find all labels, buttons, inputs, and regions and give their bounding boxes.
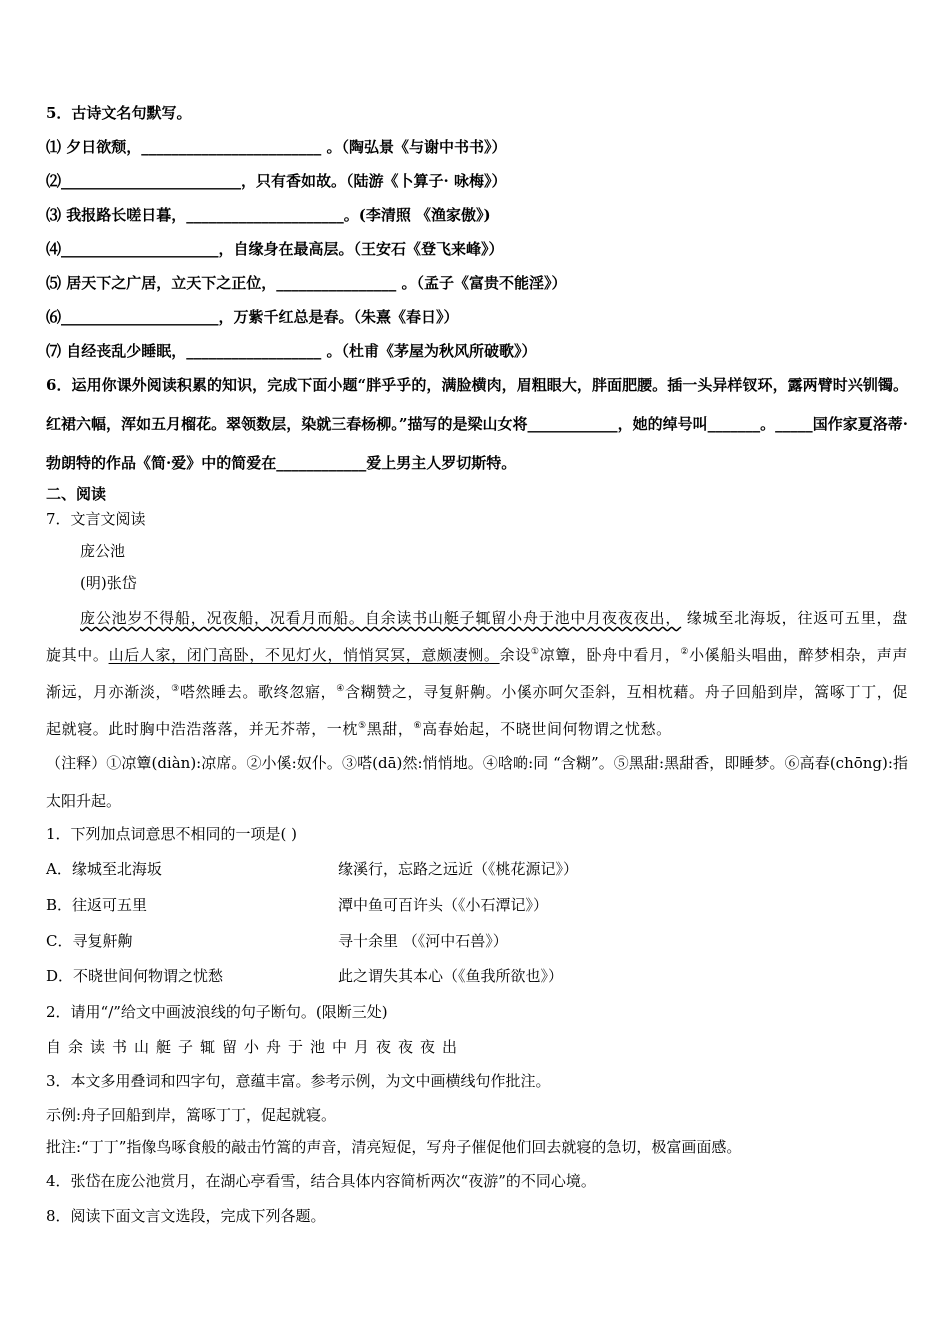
footnote-marker: ⑤: [358, 721, 367, 731]
passage-text: 小傒船头唱曲，醉梦相杂，声声渐远，月亦渐淡，: [46, 646, 908, 701]
footnote-marker: ②: [680, 647, 690, 657]
q5-item-4: ⑷_____________________，自缘身在最高层。（王安石《登飞来峰》）: [46, 240, 504, 258]
notes-text: （注释）①凉簟(diàn):凉席。②小傒:奴仆。③嗒(dā)然:悄悄地。④唅啲:同 “含糊”。⑤黑甜:黑甜香，即睡梦。⑥高春(chōng):指太阳升起。: [46, 754, 908, 810]
notes-block: [46, 744, 908, 820]
question-2: 2．请用“/”给文中画波浪线的句子断句。(限断三处): [46, 1003, 388, 1021]
question-2-sentence: 自余读书山艇子辄留小舟于池中月夜夜夜出: [46, 1038, 465, 1056]
question-4: 4．张岱在庞公池赏月，在湖心亭看雪，结合具体内容简析两次“夜游”的不同心境。: [46, 1172, 596, 1190]
option-a-right: 缘溪行，忘路之远近（《桃花源记》）: [338, 860, 579, 878]
question-8: 8．阅读下面文言文选段，完成下列各题。: [46, 1207, 326, 1225]
q5-item-5: ⑸ 居天下之广居，立天下之正位，________________ 。（孟子《富贵不能淫》）: [46, 274, 567, 292]
q5-item-1: ⑴ 夕日欲颓，________________________ 。（陶弘景《与谢中书书》）: [46, 138, 507, 156]
option-b: [46, 895, 908, 915]
passage-paragraph: [46, 600, 908, 748]
option-d-right: 此之谓失其本心（《鱼我所欲也》）: [338, 967, 564, 985]
option-a-left: A．缘城至北海坂: [46, 860, 162, 878]
question-1: 1．下列加点词意思不相同的一项是( ): [46, 825, 298, 843]
footnote-marker: ④: [336, 684, 345, 694]
option-d: [46, 966, 908, 986]
passage-text: 缘城至北海坂，往返可五里，盘旋其中。: [46, 609, 908, 664]
passage-text: 余设: [499, 646, 531, 664]
q7-title: 7．文言文阅读: [46, 510, 146, 528]
q6-text: 6．运用你课外阅读积累的知识，完成下面小题“胖乎乎的，满脸横肉，眉粗眼大，胖面肥腰。插一头异样钗环，露两臂时兴钏镯。红裙六幅，浑如五月榴花。翠领数层，染就三春杨柳。”描写的是梁山女将____________，她的绰号叫_______。_____国作家夏洛蒂·勃朗特的作品《简·爱》中的简爱在____________爱上男主人罗切斯特。: [46, 376, 908, 472]
underlined-sentence: 山后人家，闭门高卧，不见灯火，悄悄冥冥，意颇凄恻。: [108, 646, 500, 664]
passage-text: 凉簟，卧舟中看月，: [539, 646, 681, 664]
option-d-left: D．不晓世间何物谓之忧愁: [46, 967, 224, 985]
example-text: 示例:舟子回船到岸，篙啄丁丁，促起就寝。: [46, 1106, 337, 1124]
q6-block: [46, 366, 908, 483]
option-b-right: 潭中鱼可百许头（《小石潭记》）: [338, 896, 549, 914]
question-3: 3．本文多用叠词和四字句，意蕴丰富。参考示例，为文中画横线句作批注。: [46, 1072, 551, 1090]
option-b-left: B．往返可五里: [46, 896, 148, 914]
passage-author: (明)张岱: [80, 574, 137, 592]
footnote-marker: ⑥: [413, 721, 423, 731]
passage-text: 黑甜，: [366, 720, 414, 738]
q5-item-6: ⑹_____________________，万紫千红总是春。（朱熹《春日》）: [46, 308, 459, 326]
footnote-marker: ①: [530, 647, 540, 657]
passage-title: 庞公池: [80, 542, 126, 560]
q5-item-2: ⑵________________________，只有香如故。（陆游《卜算子· 咏梅》）: [46, 172, 507, 190]
passage-text: 含糊赞之，寻复鼾齁。小傒亦呵欠歪斜，互相枕藉。舟子回船到岸，篙啄丁丁，促起就寝。此时胸中浩浩落落，并无芥蒂，一枕: [46, 683, 908, 738]
passage-block: [46, 600, 908, 748]
option-a: [46, 859, 908, 879]
q5-item-3: ⑶ 我报路长嗟日暮，_____________________。(李清照 《渔家傲》): [46, 206, 491, 224]
footnote-marker: ③: [171, 684, 180, 694]
q5-item-7: ⑺ 自经丧乱少睡眠，__________________ 。（杜甫《茅屋为秋风所破歌》）: [46, 342, 537, 360]
option-c: [46, 931, 908, 951]
option-c-right: 寻十余里 （《河中石兽》）: [338, 932, 508, 950]
wavy-underlined-sentence: 庞公池岁不得船，况夜船，况看月而船。自余读书山艇子辄留小舟于池中月夜夜夜出，: [80, 609, 682, 627]
passage-text: 高春始起，不晓世间何物谓之忧愁。: [422, 720, 672, 738]
passage-text: 嗒然睡去。歌终忽寤，: [179, 683, 337, 701]
section2-heading: 二、阅读: [46, 485, 107, 503]
option-c-left: C．寻复鼾齁: [46, 932, 133, 950]
annotation-text: 批注:“丁丁”指像鸟啄食般的敲击竹篙的声音，清亮短促，写舟子催促他们回去就寝的急切，极富画面感。: [46, 1138, 742, 1156]
q5-title: 5．古诗文名句默写。: [46, 104, 192, 122]
